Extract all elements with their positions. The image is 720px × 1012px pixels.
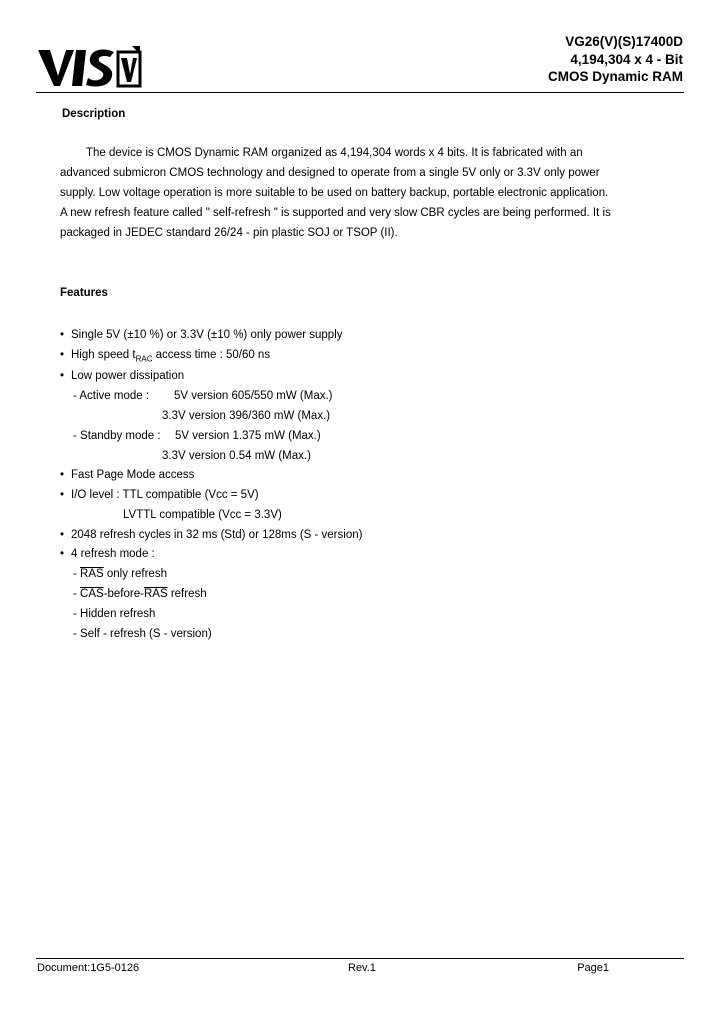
visv-logo — [36, 44, 144, 88]
bullet-icon: • — [60, 349, 65, 361]
cbr-mid: -before- — [103, 588, 144, 600]
refresh-ras-only — [73, 568, 167, 580]
description-line: A new refresh feature called " self-refresh " is supported and very slow CBR cycles are being performed. It is — [60, 207, 611, 219]
footer-revision: Rev.1 — [348, 962, 376, 974]
active-mode-label: - Active mode : — [73, 390, 150, 402]
bullet-icon: • — [60, 489, 65, 501]
feature-low-power: Low power dissipation — [71, 370, 185, 382]
bullet-icon: • — [60, 370, 65, 382]
bullet-icon: • — [60, 329, 65, 341]
standby-mode-label: - Standby mode : — [73, 430, 161, 442]
refresh-self: - Self - refresh (S - version) — [73, 628, 212, 640]
cas-signal: $\overline{CAS}$ — [80, 588, 104, 600]
speed-subscript: RAC — [135, 354, 153, 364]
description-line: advanced submicron CMOS technology and designed to operate from a single 5V only or 3.3V only power — [60, 167, 600, 179]
dash: - — [73, 568, 81, 580]
footer-document: Document:1G5-0126 — [37, 962, 140, 974]
ras-only-text: only refresh — [103, 568, 167, 580]
dash: - — [73, 588, 81, 600]
part-number: VG26(V)(S)17400D — [565, 34, 683, 49]
device-type: CMOS Dynamic RAM — [547, 69, 683, 84]
standby-33v: 3.3V version 0.54 mW (Max.) — [162, 450, 311, 462]
description-line: supply. Low voltage operation is more suitable to be used on battery backup, portable electronic application. — [60, 187, 609, 199]
header-rule — [36, 92, 684, 93]
active-33v: 3.3V version 396/360 mW (Max.) — [162, 410, 331, 422]
ras-signal: $\overline{RAS}$ — [143, 588, 168, 600]
footer-rule — [36, 958, 684, 959]
bullet-icon: • — [60, 469, 65, 481]
speed-prefix: High speed t — [71, 349, 136, 361]
speed-suffix: access time : 50/60 ns — [152, 349, 271, 361]
bullet-icon: • — [60, 529, 65, 541]
feature-refresh-modes: 4 refresh mode : — [71, 548, 155, 560]
refresh-cbr — [73, 588, 207, 600]
features-heading: Features — [60, 287, 108, 299]
refresh-hidden: - Hidden refresh — [73, 608, 156, 620]
feature-refresh-cycles: 2048 refresh cycles in 32 ms (Std) or 128ms (S - version) — [71, 529, 363, 541]
cbr-end: refresh — [167, 588, 207, 600]
description-line: packaged in JEDEC standard 26/24 - pin plastic SOJ or TSOP (II). — [60, 227, 398, 239]
feature-fast-page: Fast Page Mode access — [71, 469, 195, 481]
bullet-icon: • — [60, 548, 65, 560]
description-line: The device is CMOS Dynamic RAM organized as 4,194,304 words x 4 bits. It is fabricated with an — [86, 147, 583, 159]
active-5v: 5V version 605/550 mW (Max.) — [174, 390, 333, 402]
feature-speed — [71, 349, 270, 363]
standby-5v: 5V version 1.375 mW (Max.) — [175, 430, 321, 442]
feature-io-lvttl: LVTTL compatible (Vcc = 3.3V) — [123, 509, 282, 521]
footer-page: Page1 — [577, 962, 609, 974]
feature-supply: Single 5V (±10 %) or 3.3V (±10 %) only power supply — [71, 329, 343, 341]
ras-signal: $\overline{RAS}$ — [80, 568, 104, 580]
description-heading: Description — [62, 108, 126, 120]
organization: 4,194,304 x 4 - Bit — [570, 52, 683, 67]
feature-io-level: I/O level : TTL compatible (Vcc = 5V) — [71, 489, 259, 501]
